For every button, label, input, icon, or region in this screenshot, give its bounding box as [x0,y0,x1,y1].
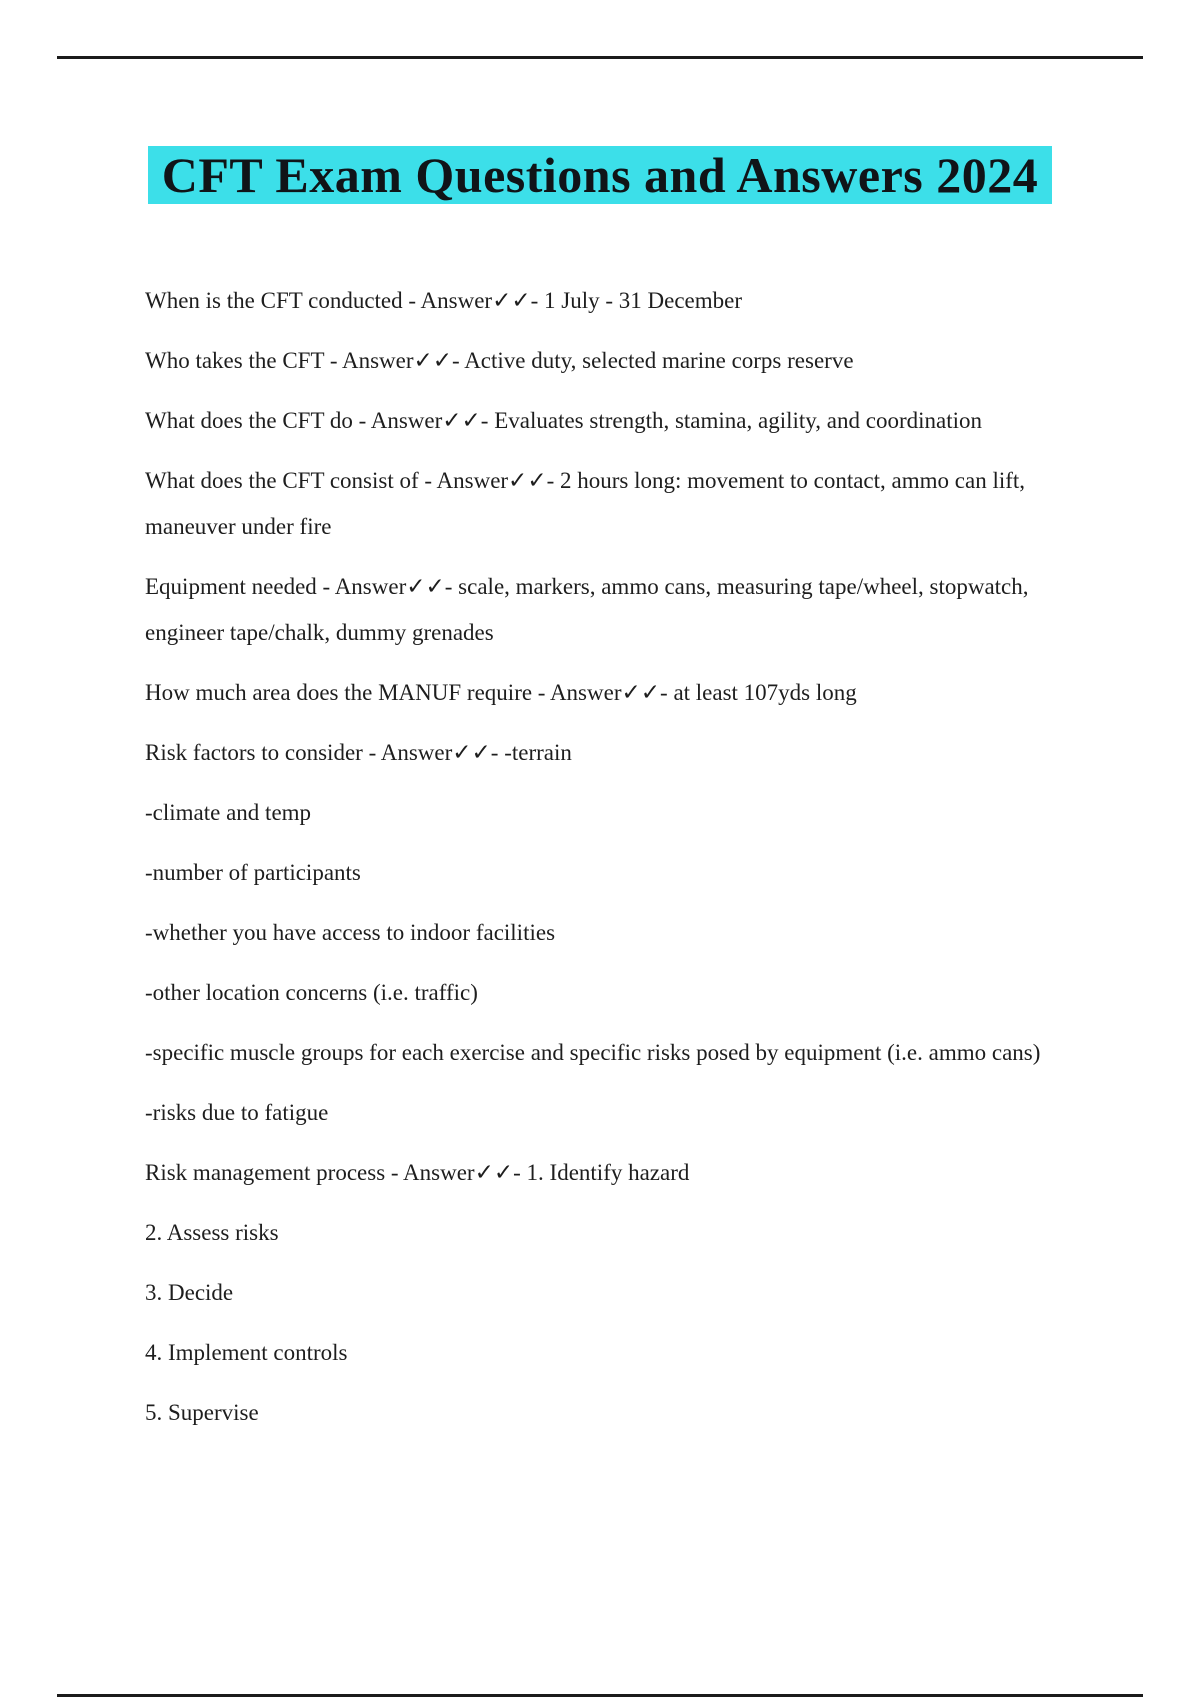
document-body [145,278,1155,1450]
bottom-horizontal-rule [57,1694,1143,1697]
top-horizontal-rule [57,56,1143,59]
title-container [0,146,1200,204]
page-title: CFT Exam Questions and Answers 2024 [148,146,1052,204]
qa-paragraph: -other location concerns (i.e. traffic) [145,980,478,1005]
qa-paragraph: -specific muscle groups for each exercise and specific risks posed by equipment (i.e. ammo cans) [145,1040,1041,1065]
qa-paragraph: What does the CFT do - Answer✓✓- Evaluates strength, stamina, agility, and coordination [145,408,982,433]
qa-paragraph: 3. Decide [145,1280,234,1305]
qa-paragraph: -climate and temp [145,800,312,825]
qa-paragraph: How much area does the MANUF require - Answer✓✓- at least 107yds long [145,680,857,705]
qa-paragraph: What does the CFT consist of - Answer✓✓- 2 hours long: movement to contact, ammo can lift, maneuver under fire [145,468,1026,539]
qa-paragraph: 5. Supervise [145,1400,259,1425]
qa-paragraph: When is the CFT conducted - Answer✓✓- 1 July - 31 December [145,288,743,313]
qa-paragraph: -risks due to fatigue [145,1100,329,1125]
qa-paragraph: Equipment needed - Answer✓✓- scale, markers, ammo cans, measuring tape/wheel, stopwatch, engineer tape/chalk, dummy grenades [145,574,1029,645]
qa-paragraph: Risk management process - Answer✓✓- 1. Identify hazard [145,1160,690,1185]
qa-paragraph: 4. Implement controls [145,1340,348,1365]
qa-paragraph: Risk factors to consider - Answer✓✓- -terrain [145,740,572,765]
qa-paragraph: Who takes the CFT - Answer✓✓- Active duty, selected marine corps reserve [145,348,854,373]
qa-paragraph: 2. Assess risks [145,1220,279,1245]
qa-paragraph: -whether you have access to indoor facilities [145,920,556,945]
qa-paragraph: -number of participants [145,860,361,885]
